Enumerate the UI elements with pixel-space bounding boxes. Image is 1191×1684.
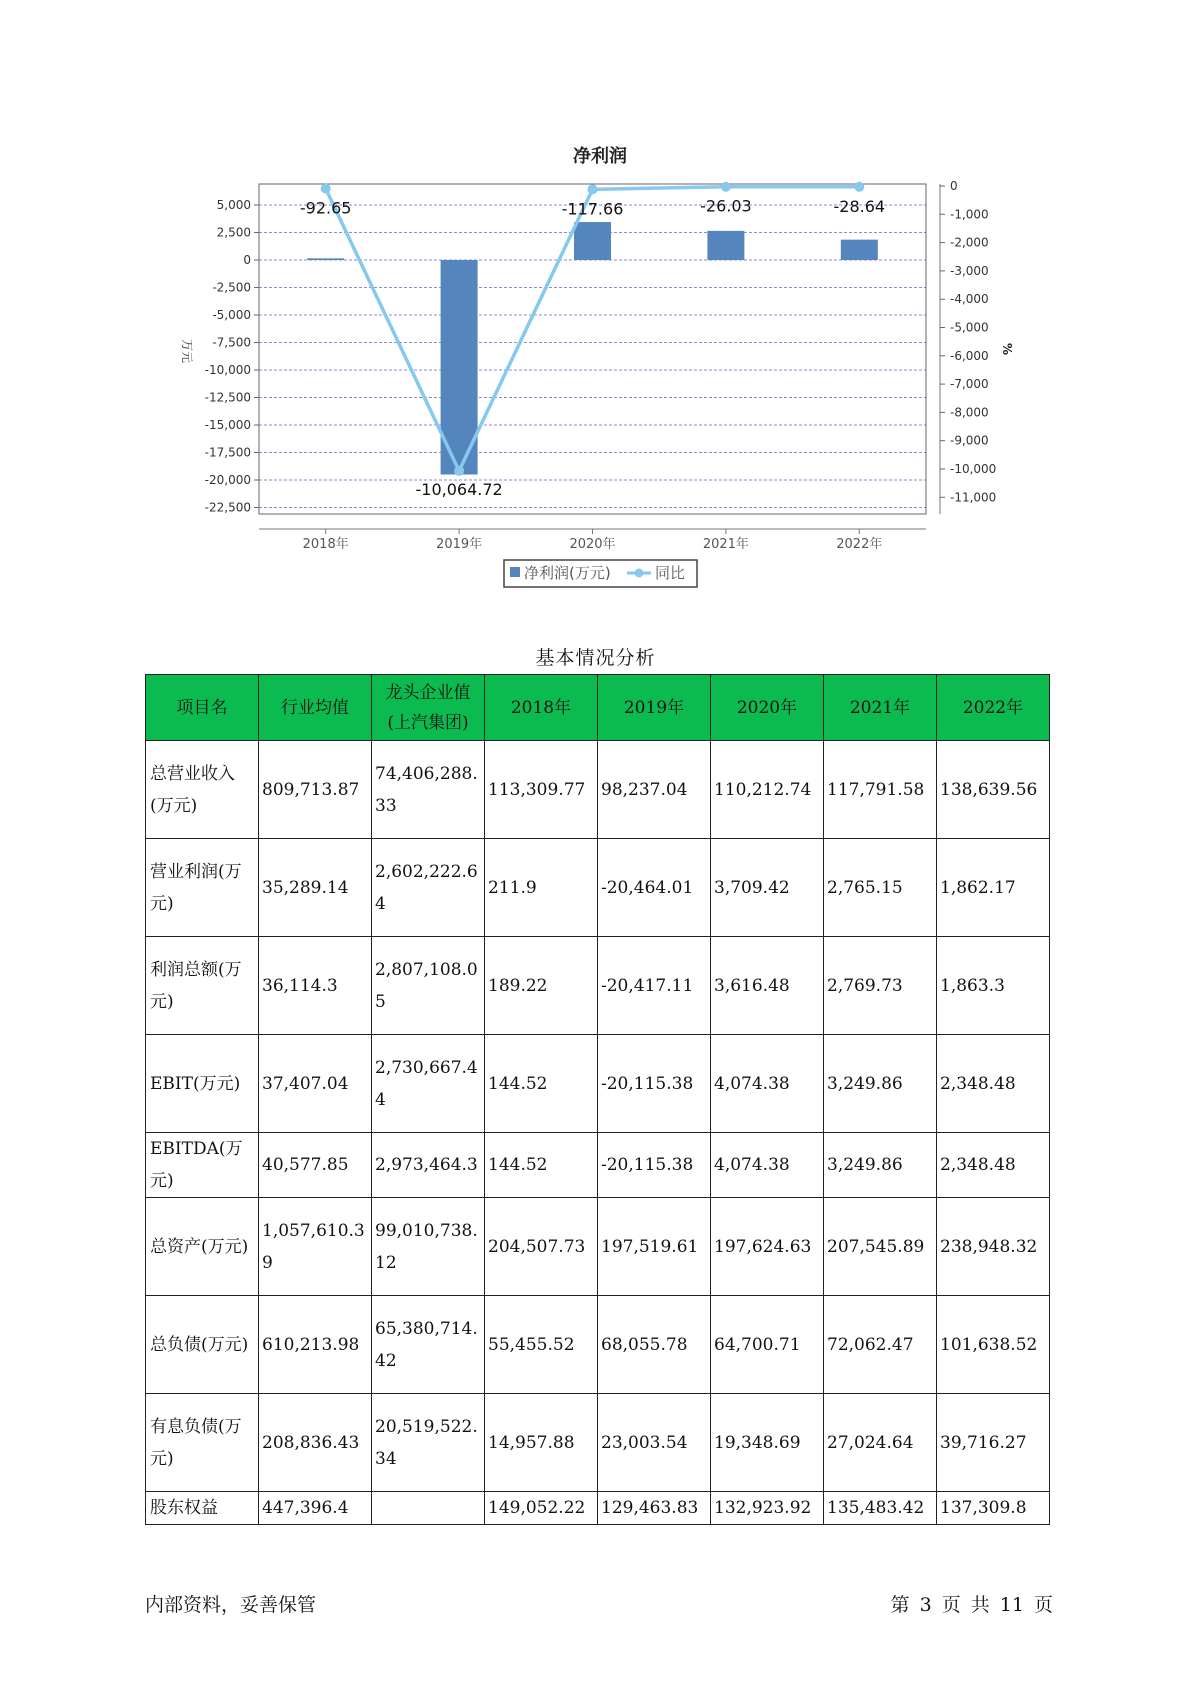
table-cell: 189.22 (485, 937, 598, 1035)
x-tick-label: 2020年 (569, 537, 616, 552)
table-cell: 144.52 (485, 1035, 598, 1133)
table-cell: 238,948.32 (937, 1198, 1050, 1296)
y2-tick-label: -10,000 (950, 462, 997, 476)
table-row (146, 1035, 1050, 1133)
table-cell: 98,237.04 (598, 741, 711, 839)
table-cell: 197,519.61 (598, 1198, 711, 1296)
row-name: 总资产(万元) (146, 1198, 259, 1296)
table-cell: 113,309.77 (485, 741, 598, 839)
y-tick-label: 5,000 (216, 198, 251, 212)
y2-tick-label: -4,000 (950, 292, 989, 307)
x-tick-label: 2021年 (702, 537, 749, 552)
header-cell: 行业均值 (259, 675, 372, 741)
table-cell: 55,455.52 (485, 1296, 598, 1394)
x-tick-label: 2022年 (836, 537, 883, 552)
table-row (146, 1133, 1050, 1198)
row-name: 营业利润(万元) (146, 839, 259, 937)
bar (841, 240, 878, 260)
yoy-data-label: -117.66 (561, 199, 624, 219)
y2-tick-label: -11,000 (950, 490, 997, 505)
table-cell: 99,010,738.12 (372, 1198, 485, 1296)
table-cell: 3,709.42 (711, 839, 824, 937)
y-tick-label: -17,500 (204, 445, 251, 460)
row-name: 股东权益 (146, 1492, 259, 1525)
yoy-point (854, 182, 864, 192)
y-tick-label: -22,500 (204, 500, 251, 515)
header-cell: 2019年 (598, 675, 711, 741)
row-name: 利润总额(万元) (146, 937, 259, 1035)
chart-legend (504, 560, 697, 587)
table-cell: 2,348.48 (937, 1133, 1050, 1198)
y2-tick-label: -9,000 (950, 433, 989, 448)
table-cell: 135,483.42 (824, 1492, 937, 1525)
table-cell: 35,289.14 (259, 839, 372, 937)
table-cell: 1,863.3 (937, 937, 1050, 1035)
yoy-point (321, 184, 331, 194)
table-cell: 72,062.47 (824, 1296, 937, 1394)
y-tick-label: -2,500 (212, 280, 251, 295)
table-row (146, 1198, 1050, 1296)
table-cell: 1,862.17 (937, 839, 1050, 937)
table-cell: 2,730,667.44 (372, 1035, 485, 1133)
y-tick-label: 2,500 (216, 225, 251, 240)
table-cell: 4,074.38 (711, 1035, 824, 1133)
x-axis-ticks (303, 529, 883, 552)
yoy-point (721, 182, 731, 192)
y2-tick-label: -8,000 (950, 405, 989, 420)
row-name: 总负债(万元) (146, 1296, 259, 1394)
y-tick-label: -20,000 (204, 473, 251, 487)
table-cell: 4,074.38 (711, 1133, 824, 1198)
table-cell: 809,713.87 (259, 741, 372, 839)
table-cell: 137,309.8 (937, 1492, 1050, 1525)
y-tick-label: -12,500 (204, 390, 251, 405)
table-cell: -20,417.11 (598, 937, 711, 1035)
table-cell: 2,765.15 (824, 839, 937, 937)
table-cell: 65,380,714.42 (372, 1296, 485, 1394)
y2-tick-label: 0 (950, 179, 958, 193)
y2-tick-label: -2,000 (950, 235, 989, 250)
row-name: EBITDA(万元) (146, 1133, 259, 1198)
table-cell: 74,406,288.33 (372, 741, 485, 839)
table-row (146, 1394, 1050, 1492)
table-cell: 207,545.89 (824, 1198, 937, 1296)
table-cell: 20,519,522.34 (372, 1394, 485, 1492)
legend-label-yoy: 同比 (655, 564, 686, 582)
table-cell: 19,348.69 (711, 1394, 824, 1492)
table-cell: 149,052.22 (485, 1492, 598, 1525)
table-row (146, 937, 1050, 1035)
table-cell: 2,602,222.64 (372, 839, 485, 937)
table-cell: 447,396.4 (259, 1492, 372, 1525)
table-cell: 101,638.52 (937, 1296, 1050, 1394)
table-cell: 39,716.27 (937, 1394, 1050, 1492)
table-cell: 3,616.48 (711, 937, 824, 1035)
yoy-point (588, 184, 598, 194)
y2-tick-label: -6,000 (950, 348, 989, 363)
table-cell: -20,115.38 (598, 1133, 711, 1198)
table-cell: 144.52 (485, 1133, 598, 1198)
header-cell: 2018年 (485, 675, 598, 741)
yoy-data-label: -92.65 (299, 198, 352, 218)
header-cell: 2020年 (711, 675, 824, 741)
table-cell: 129,463.83 (598, 1492, 711, 1525)
row-name: 总营业收入(万元) (146, 741, 259, 839)
net-profit-chart (0, 0, 1191, 600)
table-cell: 211.9 (485, 839, 598, 937)
footer-page-number: 第 3 页 共 11 页 (890, 1594, 1053, 1616)
table-cell: 3,249.86 (824, 1035, 937, 1133)
chart-title: 净利润 (573, 146, 627, 167)
y-tick-label: -10,000 (204, 363, 251, 377)
table-cell: 132,923.92 (711, 1492, 824, 1525)
y2-tick-label: -3,000 (950, 263, 989, 278)
bar (307, 258, 344, 260)
table-row (146, 741, 1050, 839)
yoy-point (454, 466, 464, 476)
header-cell: 2021年 (824, 675, 937, 741)
yoy-data-label: -10,064.72 (415, 479, 503, 499)
table-cell: -20,464.01 (598, 839, 711, 937)
table-cell: 14,957.88 (485, 1394, 598, 1492)
bar-series (307, 222, 878, 474)
table-cell: 197,624.63 (711, 1198, 824, 1296)
legend-line-marker (635, 569, 644, 578)
table-row (146, 1492, 1050, 1525)
table-row (146, 1296, 1050, 1394)
table-cell: 138,639.56 (937, 741, 1050, 839)
table-cell: -20,115.38 (598, 1035, 711, 1133)
table-header-row (146, 675, 1050, 741)
y-tick-label: 0 (243, 253, 251, 267)
y2-tick-label: -7,000 (950, 377, 989, 392)
table-cell: 27,024.64 (824, 1394, 937, 1492)
header-cell: 龙头企业值(上汽集团) (372, 675, 485, 741)
y2-tick-label: -1,000 (950, 207, 989, 222)
table-cell: 2,807,108.05 (372, 937, 485, 1035)
table-cell: 610,213.98 (259, 1296, 372, 1394)
table-cell: 2,769.73 (824, 937, 937, 1035)
bar (707, 231, 744, 260)
table-cell: 40,577.85 (259, 1133, 372, 1198)
footer-confidential-note: 内部资料，妥善保管 (145, 1594, 317, 1616)
table-cell: 36,114.3 (259, 937, 372, 1035)
table-cell: 68,055.78 (598, 1296, 711, 1394)
header-cell: 项目名 (146, 675, 259, 741)
row-name: EBIT(万元) (146, 1035, 259, 1133)
y-tick-label: -15,000 (204, 418, 251, 432)
table-cell: 204,507.73 (485, 1198, 598, 1296)
y-tick-label: -5,000 (212, 308, 251, 322)
table-cell: 117,791.58 (824, 741, 937, 839)
table-row (146, 839, 1050, 937)
y2-tick-label: -5,000 (950, 320, 989, 335)
row-name: 有息负债(万元) (146, 1394, 259, 1492)
y-axis-ticks (205, 198, 259, 515)
table-cell: 23,003.54 (598, 1394, 711, 1492)
table-title: 基本情况分析 (535, 647, 656, 669)
table-cell (372, 1492, 485, 1525)
legend-label-net-profit: 净利润(万元) (524, 564, 611, 582)
table-cell: 1,057,610.39 (259, 1198, 372, 1296)
table-cell: 64,700.71 (711, 1296, 824, 1394)
x-tick-label: 2019年 (436, 537, 483, 552)
header-cell: 2022年 (937, 675, 1050, 741)
x-tick-label: 2018年 (302, 537, 349, 552)
table-cell: 110,212.74 (711, 741, 824, 839)
table-cell: 2,973,464.3 (372, 1133, 485, 1198)
y2-axis-ticks (940, 179, 996, 504)
yoy-data-label: -28.64 (833, 196, 886, 216)
y-axis-label: 万元 (180, 338, 194, 364)
table-cell: 2,348.48 (937, 1035, 1050, 1133)
y2-axis-label: % (1000, 342, 1014, 356)
yoy-data-label: -26.03 (700, 196, 752, 216)
table-cell: 37,407.04 (259, 1035, 372, 1133)
table-cell: 208,836.43 (259, 1394, 372, 1492)
table-cell: 3,249.86 (824, 1133, 937, 1198)
basic-info-table (145, 674, 1050, 1525)
bar (574, 222, 611, 260)
legend-bar-swatch (510, 567, 520, 577)
y-tick-label: -7,500 (212, 335, 251, 350)
